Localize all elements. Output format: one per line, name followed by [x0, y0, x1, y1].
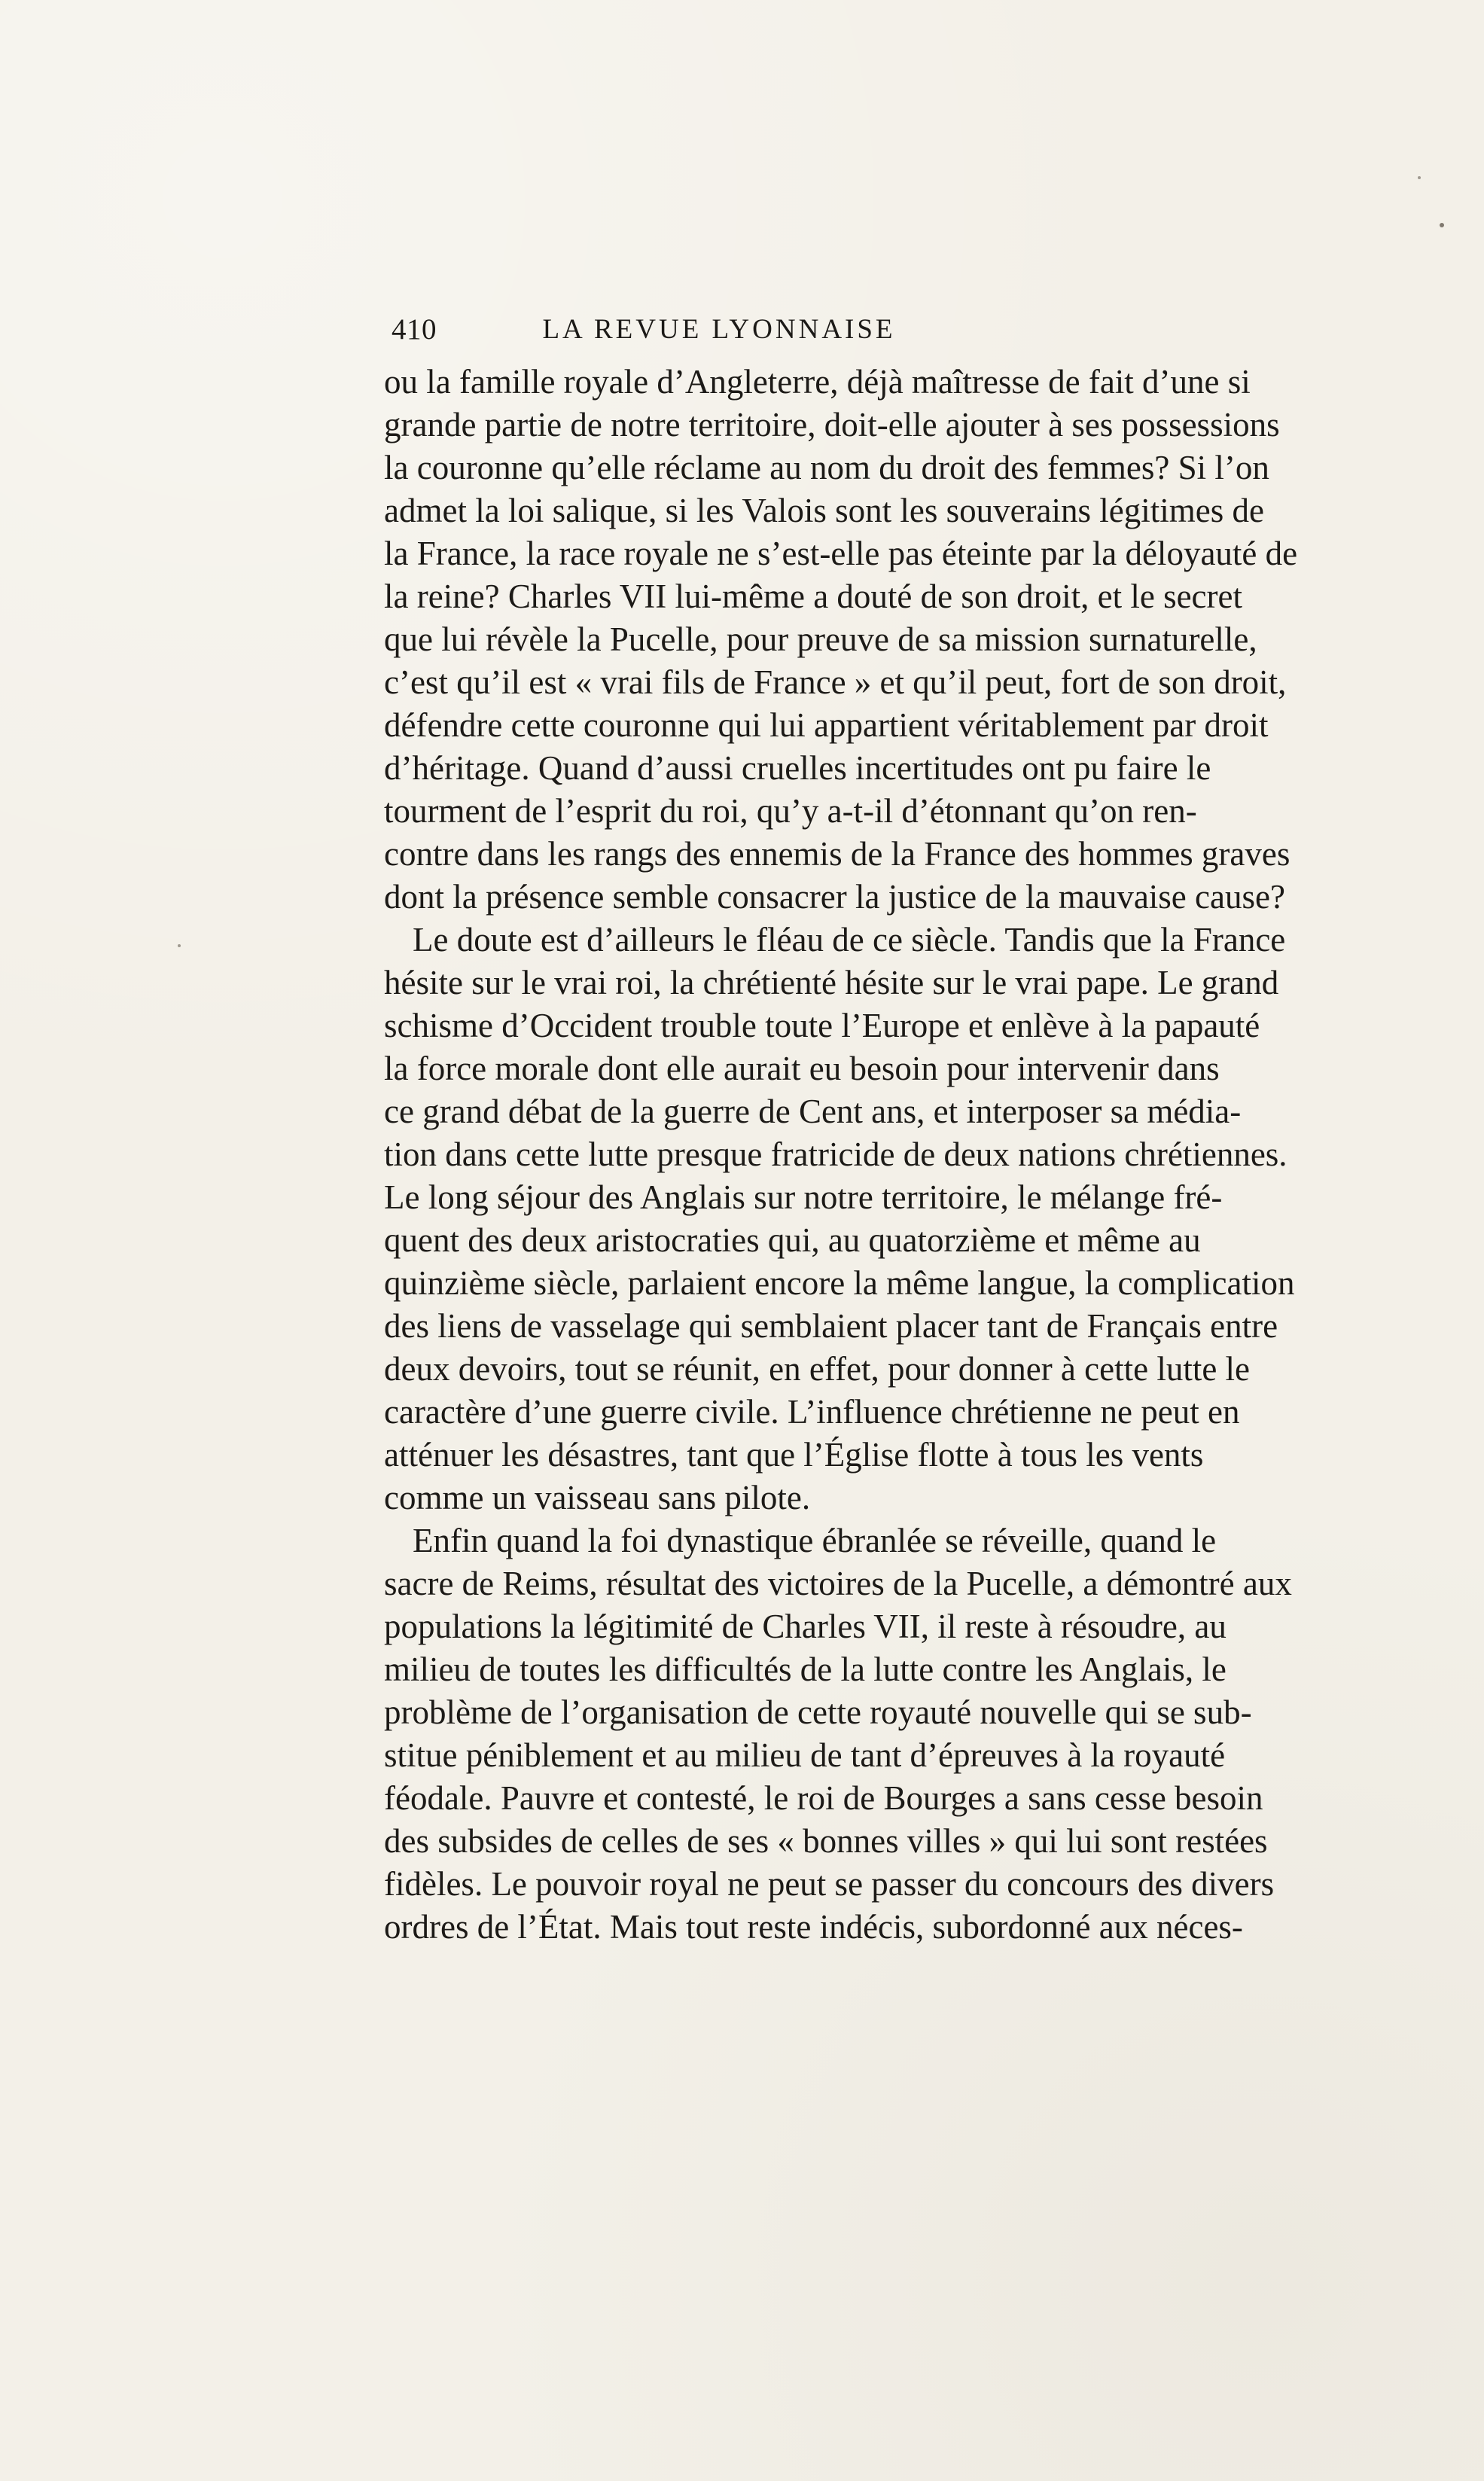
- text-line: problème de l’organisation de cette royauté nouvelle qui se sub-: [384, 1693, 1252, 1731]
- text-line: sacre de Reims, résultat des victoires de la Pucelle, a démontré aux: [384, 1565, 1292, 1602]
- text-line: tourment de l’esprit du roi, qu’y a-t-il d’étonnant qu’on ren-: [384, 792, 1197, 830]
- text-line: c’est qu’il est « vrai fils de France » et qu’il peut, fort de son droit,: [384, 663, 1287, 701]
- text-line: fidèles. Le pouvoir royal ne peut se passer du concours des divers: [384, 1865, 1275, 1903]
- running-title: LA REVUE LYONNAISE: [542, 314, 896, 345]
- text-line: deux devoirs, tout se réunit, en effet, pour donner à cette lutte le: [384, 1350, 1251, 1388]
- text-line: dont la présence semble consacrer la justice de la mauvaise cause?: [384, 878, 1285, 916]
- text-line: des subsides de celles de ses « bonnes villes » qui lui sont restées: [384, 1822, 1268, 1860]
- text-line: des liens de vasselage qui semblaient placer tant de Français entre: [384, 1307, 1278, 1345]
- text-line: féodale. Pauvre et contesté, le roi de Bourges a sans cesse besoin: [384, 1779, 1263, 1817]
- text-line: la reine? Charles VII lui-même a douté de son droit, et le secret: [384, 578, 1242, 615]
- page-header: [392, 310, 1047, 349]
- text-line: contre dans les rangs des ennemis de la France des hommes graves: [384, 835, 1291, 873]
- text-line: hésite sur le vrai roi, la chrétienté hésite sur le vrai pape. Le grand: [384, 964, 1279, 1001]
- paragraph-2: [384, 919, 1295, 1519]
- text-line: quinzième siècle, parlaient encore la même langue, la complication: [384, 1264, 1295, 1302]
- text-line: schisme d’Occident trouble toute l’Europe et enlève à la papauté: [384, 1007, 1260, 1044]
- text-line: Le long séjour des Anglais sur notre territoire, le mélange fré-: [384, 1178, 1223, 1216]
- paragraph-3: [384, 1519, 1292, 1949]
- text-line: la force morale dont elle aurait eu besoin pour intervenir dans: [384, 1050, 1220, 1087]
- text-line: milieu de toutes les difficultés de la lutte contre les Anglais, le: [384, 1650, 1227, 1688]
- text-line: la couronne qu’elle réclame au nom du droit des femmes? Si l’on: [384, 449, 1269, 486]
- page-number: 410: [392, 313, 437, 346]
- text-line: d’héritage. Quand d’aussi cruelles incertitudes ont pu faire le: [384, 749, 1211, 787]
- article-body: [384, 361, 1298, 1949]
- ink-speck: [1418, 176, 1421, 179]
- text-line: ce grand débat de la guerre de Cent ans, et interposer sa média-: [384, 1093, 1242, 1130]
- text-line: ordres de l’État. Mais tout reste indécis, subordonné aux néces-: [384, 1908, 1243, 1946]
- text-line: la France, la race royale ne s’est-elle pas éteinte par la déloyauté de: [384, 535, 1298, 572]
- ink-speck: [178, 944, 181, 947]
- text-line: quent des deux aristocraties qui, au quatorzième et même au: [384, 1221, 1201, 1259]
- text-line: atténuer les désastres, tant que l’Église flotte à tous les vents: [384, 1436, 1204, 1474]
- text-line: grande partie de notre territoire, doit-elle ajouter à ses possessions: [384, 406, 1280, 443]
- text-line: que lui révèle la Pucelle, pour preuve de sa mission surnaturelle,: [384, 620, 1257, 658]
- text-line: tion dans cette lutte presque fratricide de deux nations chrétiennes.: [384, 1135, 1287, 1173]
- text-line: Le doute est d’ailleurs le fléau de ce siècle. Tandis que la France: [413, 921, 1286, 959]
- ink-speck: [1440, 223, 1444, 227]
- text-line: Enfin quand la foi dynastique ébranlée se réveille, quand le: [413, 1522, 1217, 1559]
- text-line: ou la famille royale d’Angleterre, déjà maîtresse de fait d’une si: [384, 363, 1251, 401]
- text-line: populations la légitimité de Charles VII, il reste à résoudre, au: [384, 1608, 1227, 1645]
- text-line: admet la loi salique, si les Valois sont les souverains légitimes de: [384, 492, 1264, 529]
- text-line: comme un vaisseau sans pilote.: [384, 1479, 811, 1516]
- text-line: caractère d’une guerre civile. L’influence chrétienne ne peut en: [384, 1393, 1240, 1431]
- text-line: stitue péniblement et au milieu de tant d’épreuves à la royauté: [384, 1736, 1226, 1774]
- paragraph-1: [384, 361, 1298, 919]
- text-line: défendre cette couronne qui lui appartient véritablement par droit: [384, 706, 1269, 744]
